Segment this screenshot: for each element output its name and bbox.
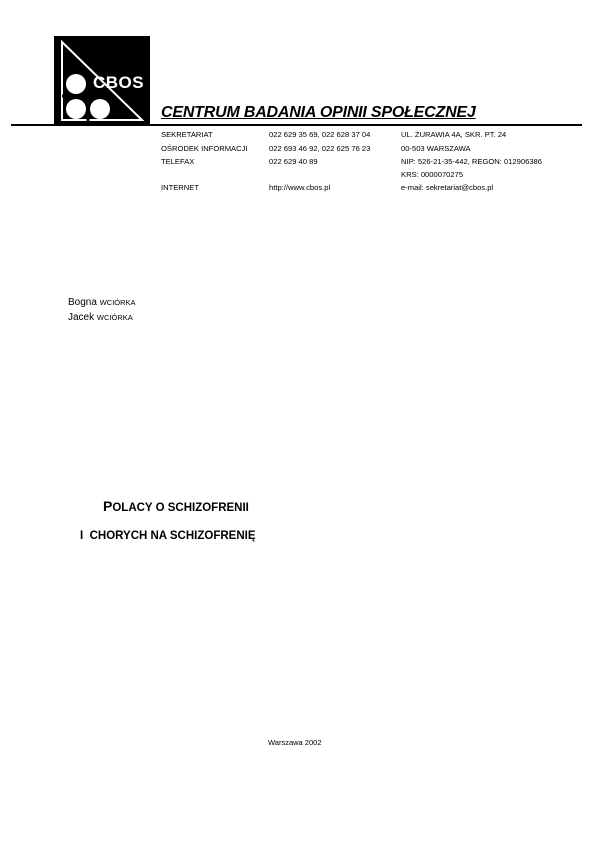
contact-address: UL. ŻURAWIA 4A, SKR. PT. 24 — [401, 130, 507, 139]
contact-address: KRS: 0000070275 — [401, 170, 464, 179]
logo-text: CBOS — [93, 73, 145, 92]
org-name: CENTRUM BADANIA OPINII SPOŁECZNEJ — [161, 104, 476, 121]
contact-address: 00-503 WARSZAWA — [401, 144, 471, 153]
author-first-name: Jacek — [68, 312, 95, 323]
contact-address: e-mail: sekretariat@cbos.pl — [401, 183, 494, 192]
header-rule — [11, 124, 582, 126]
contact-value: http://www.cbos.pl — [269, 183, 331, 192]
report-title-line2: I CHORYCH NA SCHIZOFRENIĘ — [80, 530, 256, 542]
contact-value: 022 693 46 92, 022 625 76 23 — [269, 144, 371, 153]
place-date: Warszawa 2002 — [268, 738, 322, 747]
author-last-name: WCIÓRKA — [99, 298, 136, 307]
cbos-logo — [54, 36, 150, 126]
contact-value: 022 629 40 89 — [269, 157, 318, 166]
contact-value: 022 629 35 69, 022 628 37 04 — [269, 130, 371, 139]
authors — [68, 295, 136, 325]
title-initial: P — [103, 498, 113, 514]
author-first-name: Bogna — [68, 297, 97, 308]
author — [68, 295, 136, 310]
author — [68, 310, 136, 325]
contact-label: INTERNET — [161, 183, 199, 192]
author-last-name: WCIÓRKA — [96, 313, 133, 322]
contact-label: OŚRODEK INFORMACJI — [161, 144, 248, 153]
report-title-line1 — [103, 498, 249, 514]
contact-address: NIP: 526-21-35-442, REGON: 012906386 — [401, 157, 542, 166]
contact-label: SEKRETARIAT — [161, 130, 213, 139]
contact-label: TELEFAX — [161, 157, 195, 166]
title-rest: OLACY O SCHIZOFRENII — [112, 502, 249, 514]
